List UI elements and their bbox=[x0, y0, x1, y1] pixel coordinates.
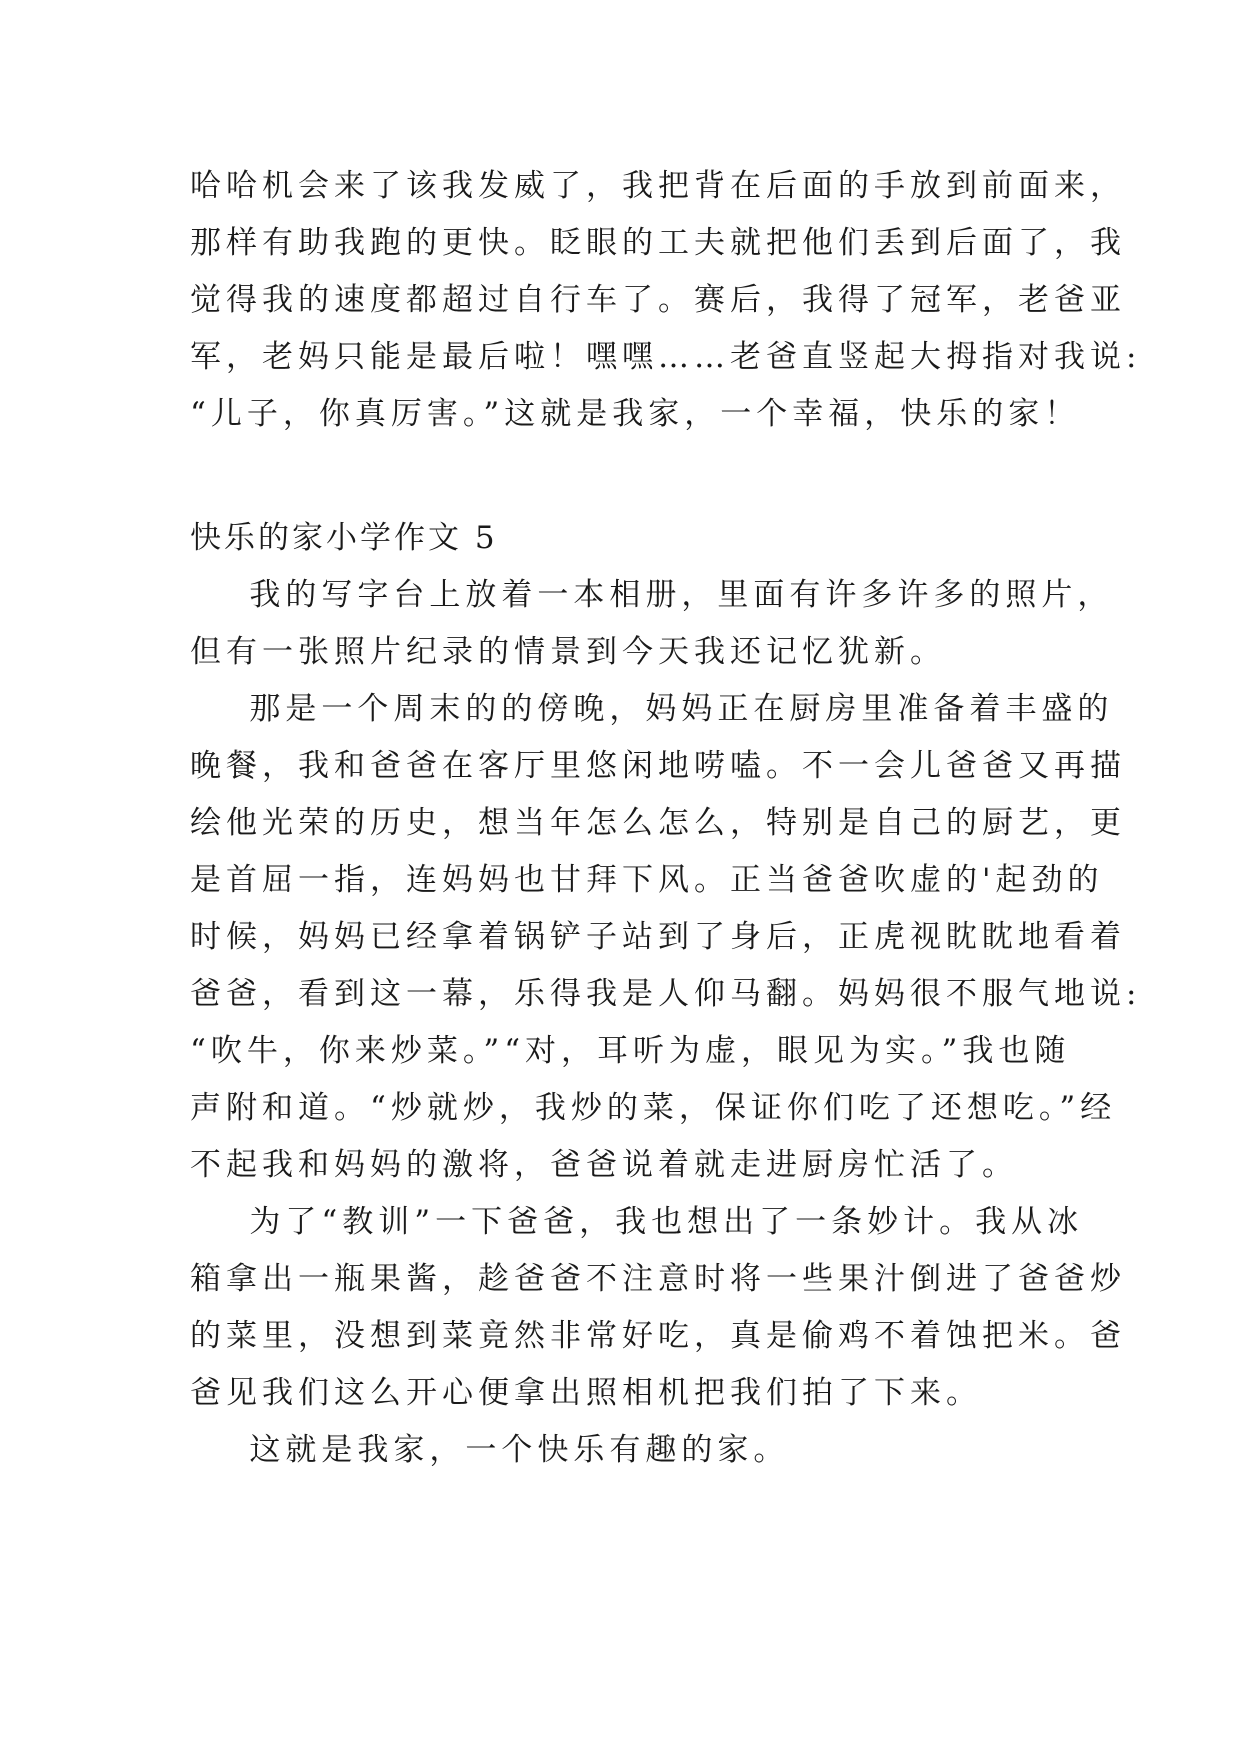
text-line: 晚餐，我和爸爸在客厅里悠闲地唠嗑。不一会儿爸爸又再描 bbox=[190, 748, 1126, 784]
text-line: 绘他光荣的历史，想当年怎么怎么，特别是自己的厨艺，更 bbox=[190, 805, 1126, 841]
text-line: 军，老妈只能是最后啦！嘿嘿……老爸直竖起大拇指对我说: bbox=[190, 339, 1142, 375]
text-line: 但有一张照片纪录的情景到今天我还记忆犹新。 bbox=[190, 634, 946, 670]
text-line: 那样有助我跑的更快。眨眼的工夫就把他们丢到后面了，我 bbox=[190, 225, 1126, 261]
text-line: “儿子，你真厉害。”这就是我家，一个幸福，快乐的家！ bbox=[190, 396, 1081, 432]
text-line: “吹牛，你来炒菜。”“对，耳听为虚，眼见为实。”我也随 bbox=[190, 1033, 1071, 1069]
section-title: 快乐的家小学作文 5 bbox=[190, 520, 498, 556]
text-line: 箱拿出一瓶果酱，趁爸爸不注意时将一些果汁倒进了爸爸炒 bbox=[190, 1261, 1126, 1297]
text-line: 的菜里，没想到菜竟然非常好吃，真是偷鸡不着蚀把米。爸 bbox=[190, 1318, 1126, 1354]
text-line: 这就是我家，一个快乐有趣的家。 bbox=[190, 1432, 790, 1468]
text-line: 不起我和妈妈的激将，爸爸说着就走进厨房忙活了。 bbox=[190, 1147, 1018, 1183]
text-line: 觉得我的速度都超过自行车了。赛后，我得了冠军，老爸亚 bbox=[190, 282, 1126, 318]
text-line: 是首屈一指，连妈妈也甘拜下风。正当爸爸吹虚的'起劲的 bbox=[190, 862, 1104, 898]
text-line: 哈哈机会来了该我发威了，我把背在后面的手放到前面来， bbox=[190, 168, 1126, 204]
text-line: 我的写字台上放着一本相册，里面有许多许多的照片， bbox=[190, 577, 1114, 613]
text-line: 爸见我们这么开心便拿出照相机把我们拍了下来。 bbox=[190, 1375, 982, 1411]
text-line: 时候，妈妈已经拿着锅铲子站到了身后，正虎视眈眈地看着 bbox=[190, 919, 1126, 955]
text-line: 那是一个周末的的傍晚，妈妈正在厨房里准备着丰盛的 bbox=[190, 691, 1114, 727]
text-line: 爸爸，看到这一幕，乐得我是人仰马翻。妈妈很不服气地说: bbox=[190, 976, 1142, 1012]
text-line: 为了“教训”一下爸爸，我也想出了一条妙计。我从冰 bbox=[190, 1204, 1084, 1240]
text-line: 声附和道。“炒就炒，我炒的菜，保证你们吃了还想吃。”经 bbox=[190, 1090, 1117, 1126]
